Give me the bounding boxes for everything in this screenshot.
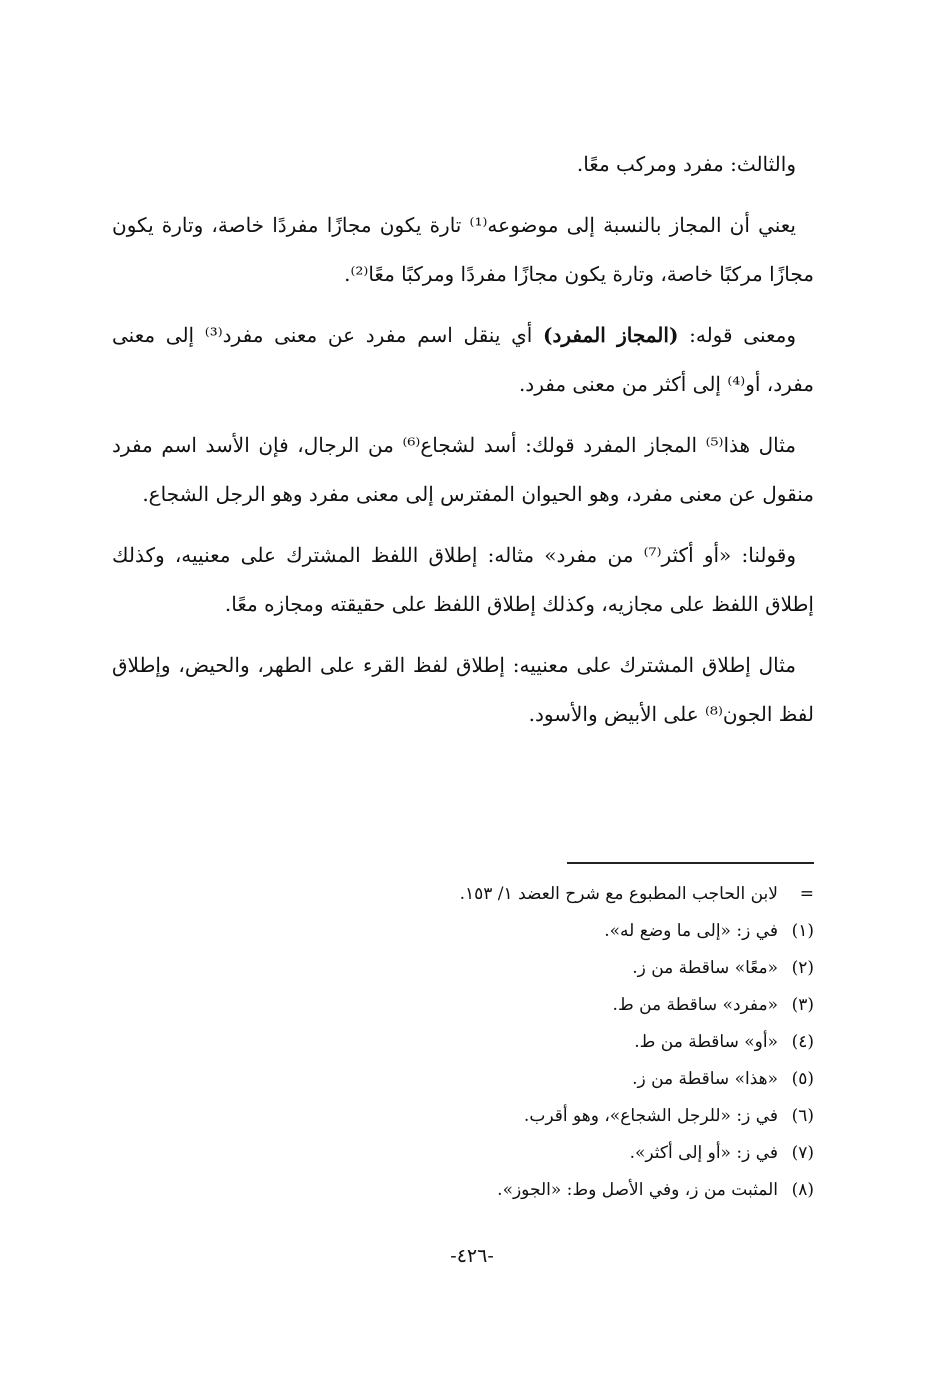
footnote-number: (٣) (791, 995, 814, 1015)
footnote-text: «مفرد» ساقطة من ط. (612, 995, 778, 1015)
main-text (112, 140, 814, 751)
footnote-continuation (300, 876, 814, 913)
footnote-divider (567, 862, 814, 864)
footnote-1 (300, 913, 814, 950)
paragraph-4: مثال هذا⁽⁵⁾ المجاز المفرد قولك: أسد لشجاع⁽⁶⁾ من الرجال، فإن الأسد اسم مفرد منقول عن معنى مفرد، وهو الحيوان المفترس إلى معنى مفرد وهو الرجل الشجاع. (112, 433, 814, 506)
footnote-text: في ز: «للرجل الشجاع»، وهو أقرب. (523, 1106, 778, 1126)
paragraph-1: والثالث: مفرد ومركب معًا. (576, 152, 796, 176)
paragraph-3 (112, 311, 814, 409)
footnote-2 (300, 950, 814, 987)
paragraph-3-rest: أي ينقل اسم مفرد عن معنى مفرد⁽³⁾ إلى معنى مفرد، أو⁽⁴⁾ إلى أكثر من معنى مفرد. (112, 323, 814, 396)
footnote-text: في ز: «أو إلى أكثر». (629, 1143, 778, 1163)
footnote-text: «معًا» ساقطة من ز. (632, 958, 778, 978)
continuation-mark: = (799, 884, 814, 904)
footnote-text: لابن الحاجب المطبوع مع شرح العضد ١/ ١٥٣. (459, 884, 778, 904)
footnote-4 (300, 1024, 814, 1061)
footnote-number: (٤) (791, 1032, 814, 1052)
footnotes (300, 876, 814, 1209)
footnote-number: (٦) (791, 1106, 814, 1126)
footnote-5 (300, 1061, 814, 1098)
footnote-number: (٥) (791, 1069, 814, 1089)
footnote-text: المثبت من ز، وفي الأصل وط: «الجوز». (497, 1180, 778, 1200)
footnote-text: «أو» ساقطة من ط. (634, 1032, 778, 1052)
page-number: -٤٢٦- (450, 1245, 494, 1267)
footnote-8 (300, 1172, 814, 1209)
footnote-text: «هذا» ساقطة من ز. (632, 1069, 778, 1089)
paragraph-5: وقولنا: «أو أكثر⁽⁷⁾ من مفرد» مثاله: إطلاق اللفظ المشترك على معنييه، وكذلك إطلاق اللفظ على مجازيه، وكذلك إطلاق اللفظ على حقيقته ومجازه معًا. (112, 543, 814, 616)
paragraph-3-intro: ومعنى قوله: (678, 323, 796, 347)
quoted-term: (المجاز المفرد) (543, 323, 679, 347)
footnote-3 (300, 987, 814, 1024)
footnote-6 (300, 1098, 814, 1135)
paragraph-2: يعني أن المجاز بالنسبة إلى موضوعه⁽¹⁾ تارة يكون مجازًا مفردًا خاصة، وتارة يكون مجازًا مركبًا خاصة، وتارة يكون مجازًا مفردًا ومركبًا معًا⁽²⁾. (112, 213, 814, 286)
footnote-number: (٢) (791, 958, 814, 978)
footnote-number: (٧) (791, 1143, 814, 1163)
footnote-text: في ز: «إلى ما وضع له». (604, 921, 778, 941)
paragraph-6: مثال إطلاق المشترك على معنييه: إطلاق لفظ القرء على الطهر، والحيض، وإطلاق لفظ الجون⁽⁸⁾ على الأبيض والأسود. (112, 653, 814, 726)
footnote-number: (١) (791, 921, 814, 941)
footnote-7 (300, 1135, 814, 1172)
footnote-number: (٨) (791, 1180, 814, 1200)
